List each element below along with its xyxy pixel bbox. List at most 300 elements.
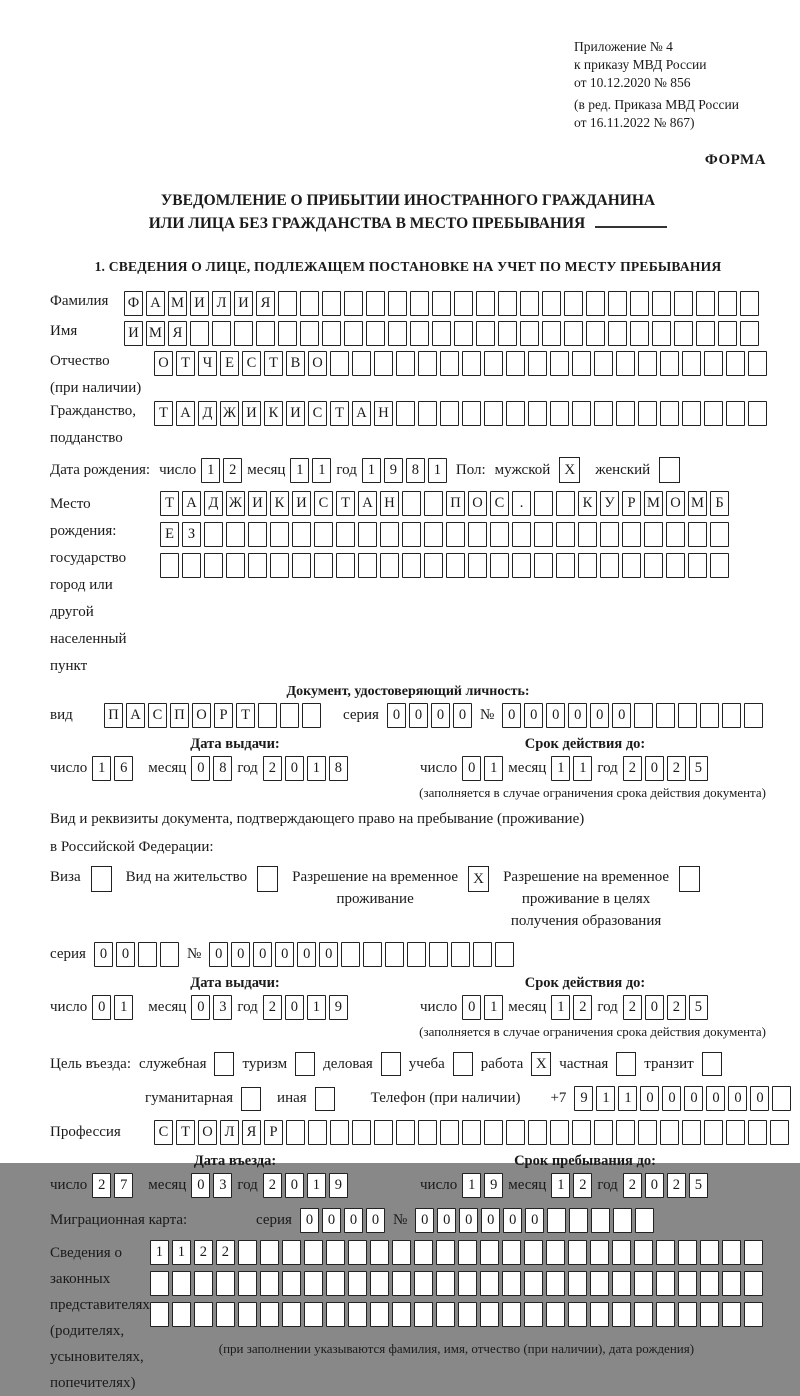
- char-box[interactable]: 1: [201, 458, 220, 483]
- char-box[interactable]: [726, 351, 745, 376]
- char-box[interactable]: [578, 553, 597, 578]
- doc-issue-day-boxes[interactable]: [92, 756, 133, 781]
- char-box[interactable]: [258, 703, 277, 728]
- char-box[interactable]: 1: [114, 995, 133, 1020]
- char-box[interactable]: [336, 553, 355, 578]
- char-box[interactable]: [440, 1120, 459, 1145]
- char-box[interactable]: [344, 321, 363, 346]
- char-box[interactable]: [744, 1240, 763, 1265]
- char-box[interactable]: 0: [319, 942, 338, 967]
- char-box[interactable]: [678, 1271, 697, 1296]
- char-box[interactable]: 2: [667, 756, 686, 781]
- char-box[interactable]: [546, 1271, 565, 1296]
- char-box[interactable]: [600, 553, 619, 578]
- char-box[interactable]: 1: [150, 1240, 169, 1265]
- sex-male-checkbox[interactable]: X: [559, 457, 580, 483]
- profession-boxes[interactable]: [154, 1120, 789, 1145]
- char-box[interactable]: [634, 1271, 653, 1296]
- char-box[interactable]: [341, 942, 360, 967]
- char-box[interactable]: [326, 1302, 345, 1327]
- char-box[interactable]: Д: [198, 401, 217, 426]
- birthplace-boxes-row1[interactable]: [160, 491, 729, 516]
- stay-day-boxes[interactable]: [462, 1173, 503, 1198]
- char-box[interactable]: Е: [220, 351, 239, 376]
- char-box[interactable]: М: [644, 491, 663, 516]
- char-box[interactable]: [418, 401, 437, 426]
- char-box[interactable]: 0: [462, 756, 481, 781]
- char-box[interactable]: [678, 1302, 697, 1327]
- birthplace-boxes-row3[interactable]: [160, 553, 729, 578]
- char-box[interactable]: [600, 522, 619, 547]
- char-box[interactable]: [498, 291, 517, 316]
- char-box[interactable]: [260, 1240, 279, 1265]
- char-box[interactable]: [414, 1302, 433, 1327]
- char-box[interactable]: О: [154, 351, 173, 376]
- char-box[interactable]: [436, 1302, 455, 1327]
- char-box[interactable]: 1: [551, 1173, 570, 1198]
- char-box[interactable]: Я: [168, 321, 187, 346]
- char-box[interactable]: 0: [684, 1086, 703, 1111]
- char-box[interactable]: [704, 401, 723, 426]
- char-box[interactable]: [528, 1120, 547, 1145]
- char-box[interactable]: 2: [667, 995, 686, 1020]
- char-box[interactable]: 0: [300, 1208, 319, 1233]
- char-box[interactable]: [292, 553, 311, 578]
- char-box[interactable]: У: [600, 491, 619, 516]
- char-box[interactable]: [616, 351, 635, 376]
- char-box[interactable]: [392, 1271, 411, 1296]
- birth-month-boxes[interactable]: [290, 458, 331, 483]
- char-box[interactable]: [388, 321, 407, 346]
- char-box[interactable]: И: [124, 321, 143, 346]
- char-box[interactable]: [484, 351, 503, 376]
- char-box[interactable]: [370, 1302, 389, 1327]
- char-box[interactable]: [542, 321, 561, 346]
- char-box[interactable]: .: [512, 491, 531, 516]
- char-box[interactable]: А: [182, 491, 201, 516]
- purpose-tourism-checkbox[interactable]: [295, 1052, 315, 1076]
- char-box[interactable]: [534, 553, 553, 578]
- char-box[interactable]: [424, 491, 443, 516]
- char-box[interactable]: Ж: [220, 401, 239, 426]
- char-box[interactable]: 1: [596, 1086, 615, 1111]
- char-box[interactable]: [652, 291, 671, 316]
- char-box[interactable]: 0: [640, 1086, 659, 1111]
- char-box[interactable]: [613, 1208, 632, 1233]
- char-box[interactable]: [454, 291, 473, 316]
- char-box[interactable]: 9: [574, 1086, 593, 1111]
- char-box[interactable]: [490, 522, 509, 547]
- char-box[interactable]: [396, 351, 415, 376]
- char-box[interactable]: 2: [92, 1173, 111, 1198]
- char-box[interactable]: [700, 703, 719, 728]
- residence-number-boxes[interactable]: [209, 942, 514, 967]
- char-box[interactable]: [352, 351, 371, 376]
- char-box[interactable]: [682, 1120, 701, 1145]
- char-box[interactable]: [462, 401, 481, 426]
- char-box[interactable]: 0: [191, 756, 210, 781]
- char-box[interactable]: [696, 321, 715, 346]
- doc-valid-day-boxes[interactable]: [462, 756, 503, 781]
- char-box[interactable]: 5: [689, 995, 708, 1020]
- char-box[interactable]: [564, 291, 583, 316]
- char-box[interactable]: 1: [312, 458, 331, 483]
- char-box[interactable]: [608, 291, 627, 316]
- char-box[interactable]: А: [352, 401, 371, 426]
- char-box[interactable]: [468, 553, 487, 578]
- citizenship-boxes[interactable]: [154, 401, 767, 426]
- char-box[interactable]: [473, 942, 492, 967]
- char-box[interactable]: Т: [264, 351, 283, 376]
- char-box[interactable]: 0: [231, 942, 250, 967]
- char-box[interactable]: [302, 703, 321, 728]
- char-box[interactable]: О: [308, 351, 327, 376]
- char-box[interactable]: [656, 1302, 675, 1327]
- char-box[interactable]: [392, 1240, 411, 1265]
- char-box[interactable]: 0: [387, 703, 406, 728]
- char-box[interactable]: [330, 1120, 349, 1145]
- char-box[interactable]: [564, 321, 583, 346]
- migration-number-boxes[interactable]: [415, 1208, 654, 1233]
- char-box[interactable]: [150, 1302, 169, 1327]
- char-box[interactable]: [374, 351, 393, 376]
- char-box[interactable]: [656, 703, 675, 728]
- char-box[interactable]: [363, 942, 382, 967]
- phone-boxes[interactable]: [574, 1086, 791, 1111]
- char-box[interactable]: 1: [428, 458, 447, 483]
- char-box[interactable]: [410, 291, 429, 316]
- char-box[interactable]: [612, 1271, 631, 1296]
- residence-issue-month-boxes[interactable]: [191, 995, 232, 1020]
- char-box[interactable]: [490, 553, 509, 578]
- char-box[interactable]: [512, 522, 531, 547]
- char-box[interactable]: [556, 553, 575, 578]
- char-box[interactable]: [458, 1240, 477, 1265]
- char-box[interactable]: 9: [329, 1173, 348, 1198]
- char-box[interactable]: А: [176, 401, 195, 426]
- entry-year-boxes[interactable]: [263, 1173, 348, 1198]
- char-box[interactable]: [612, 1302, 631, 1327]
- representatives-boxes-row3[interactable]: [150, 1302, 763, 1327]
- char-box[interactable]: [700, 1240, 719, 1265]
- char-box[interactable]: [656, 1240, 675, 1265]
- char-box[interactable]: 1: [462, 1173, 481, 1198]
- stay-year-boxes[interactable]: [623, 1173, 708, 1198]
- char-box[interactable]: [476, 291, 495, 316]
- char-box[interactable]: [748, 1120, 767, 1145]
- char-box[interactable]: [248, 522, 267, 547]
- char-box[interactable]: [216, 1302, 235, 1327]
- char-box[interactable]: [352, 1120, 371, 1145]
- char-box[interactable]: [407, 942, 426, 967]
- char-box[interactable]: 0: [546, 703, 565, 728]
- char-box[interactable]: [432, 321, 451, 346]
- char-box[interactable]: Н: [374, 401, 393, 426]
- char-box[interactable]: [590, 1240, 609, 1265]
- char-box[interactable]: [314, 522, 333, 547]
- char-box[interactable]: [520, 321, 539, 346]
- char-box[interactable]: [748, 351, 767, 376]
- char-box[interactable]: [344, 291, 363, 316]
- char-box[interactable]: 0: [344, 1208, 363, 1233]
- char-box[interactable]: 0: [645, 995, 664, 1020]
- char-box[interactable]: [462, 351, 481, 376]
- char-box[interactable]: 0: [275, 942, 294, 967]
- char-box[interactable]: Р: [622, 491, 641, 516]
- char-box[interactable]: [282, 1271, 301, 1296]
- char-box[interactable]: [520, 291, 539, 316]
- char-box[interactable]: О: [666, 491, 685, 516]
- char-box[interactable]: [622, 553, 641, 578]
- char-box[interactable]: [172, 1302, 191, 1327]
- char-box[interactable]: [270, 522, 289, 547]
- char-box[interactable]: М: [168, 291, 187, 316]
- char-box[interactable]: Е: [160, 522, 179, 547]
- char-box[interactable]: 0: [662, 1086, 681, 1111]
- char-box[interactable]: [308, 1120, 327, 1145]
- char-box[interactable]: 2: [216, 1240, 235, 1265]
- doc-series-boxes[interactable]: [387, 703, 472, 728]
- char-box[interactable]: Т: [154, 401, 173, 426]
- char-box[interactable]: 1: [307, 1173, 326, 1198]
- char-box[interactable]: [402, 522, 421, 547]
- char-box[interactable]: О: [198, 1120, 217, 1145]
- doc-valid-year-boxes[interactable]: [623, 756, 708, 781]
- char-box[interactable]: [480, 1240, 499, 1265]
- char-box[interactable]: [748, 401, 767, 426]
- char-box[interactable]: Т: [160, 491, 179, 516]
- char-box[interactable]: [506, 351, 525, 376]
- char-box[interactable]: [304, 1240, 323, 1265]
- char-box[interactable]: [282, 1302, 301, 1327]
- char-box[interactable]: [402, 553, 421, 578]
- char-box[interactable]: 0: [209, 942, 228, 967]
- char-box[interactable]: Н: [380, 491, 399, 516]
- char-box[interactable]: [194, 1302, 213, 1327]
- char-box[interactable]: [550, 351, 569, 376]
- doc-number-boxes[interactable]: [502, 703, 763, 728]
- char-box[interactable]: [524, 1302, 543, 1327]
- char-box[interactable]: [586, 291, 605, 316]
- purpose-private-checkbox[interactable]: [616, 1052, 636, 1076]
- char-box[interactable]: [546, 1240, 565, 1265]
- char-box[interactable]: [678, 1240, 697, 1265]
- char-box[interactable]: И: [242, 401, 261, 426]
- char-box[interactable]: [630, 321, 649, 346]
- char-box[interactable]: [278, 291, 297, 316]
- char-box[interactable]: [495, 942, 514, 967]
- temp-residence-checkbox[interactable]: X: [468, 866, 489, 892]
- char-box[interactable]: 0: [525, 1208, 544, 1233]
- char-box[interactable]: И: [234, 291, 253, 316]
- char-box[interactable]: [282, 1240, 301, 1265]
- char-box[interactable]: [502, 1302, 521, 1327]
- surname-boxes[interactable]: [124, 291, 759, 316]
- char-box[interactable]: [348, 1302, 367, 1327]
- residence-permit-checkbox[interactable]: [257, 866, 278, 892]
- char-box[interactable]: [682, 401, 701, 426]
- char-box[interactable]: [718, 321, 737, 346]
- char-box[interactable]: [462, 1120, 481, 1145]
- char-box[interactable]: 2: [573, 995, 592, 1020]
- char-box[interactable]: [366, 291, 385, 316]
- char-box[interactable]: [402, 491, 421, 516]
- char-box[interactable]: 0: [94, 942, 113, 967]
- char-box[interactable]: [326, 1240, 345, 1265]
- char-box[interactable]: [370, 1271, 389, 1296]
- char-box[interactable]: [704, 1120, 723, 1145]
- char-box[interactable]: [612, 1240, 631, 1265]
- char-box[interactable]: 9: [329, 995, 348, 1020]
- char-box[interactable]: 0: [590, 703, 609, 728]
- char-box[interactable]: [418, 351, 437, 376]
- char-box[interactable]: [458, 1302, 477, 1327]
- char-box[interactable]: [740, 321, 759, 346]
- char-box[interactable]: [392, 1302, 411, 1327]
- char-box[interactable]: 8: [329, 756, 348, 781]
- char-box[interactable]: 0: [116, 942, 135, 967]
- char-box[interactable]: [436, 1271, 455, 1296]
- char-box[interactable]: [556, 491, 575, 516]
- char-box[interactable]: Л: [220, 1120, 239, 1145]
- char-box[interactable]: [204, 553, 223, 578]
- char-box[interactable]: [396, 1120, 415, 1145]
- char-box[interactable]: [512, 553, 531, 578]
- char-box[interactable]: [292, 522, 311, 547]
- char-box[interactable]: Я: [256, 291, 275, 316]
- char-box[interactable]: 8: [406, 458, 425, 483]
- char-box[interactable]: 2: [223, 458, 242, 483]
- char-box[interactable]: [366, 321, 385, 346]
- char-box[interactable]: [524, 1271, 543, 1296]
- char-box[interactable]: [160, 942, 179, 967]
- char-box[interactable]: 3: [213, 1173, 232, 1198]
- char-box[interactable]: 1: [307, 756, 326, 781]
- char-box[interactable]: [594, 401, 613, 426]
- char-box[interactable]: [542, 291, 561, 316]
- char-box[interactable]: [440, 351, 459, 376]
- char-box[interactable]: Д: [204, 491, 223, 516]
- char-box[interactable]: [138, 942, 157, 967]
- char-box[interactable]: [160, 553, 179, 578]
- char-box[interactable]: [722, 1271, 741, 1296]
- doc-issue-year-boxes[interactable]: [263, 756, 348, 781]
- char-box[interactable]: [710, 522, 729, 547]
- char-box[interactable]: Т: [176, 351, 195, 376]
- char-box[interactable]: [212, 321, 231, 346]
- char-box[interactable]: [204, 522, 223, 547]
- char-box[interactable]: 0: [612, 703, 631, 728]
- char-box[interactable]: [314, 553, 333, 578]
- char-box[interactable]: К: [270, 491, 289, 516]
- char-box[interactable]: [700, 1271, 719, 1296]
- char-box[interactable]: [696, 291, 715, 316]
- char-box[interactable]: И: [286, 401, 305, 426]
- char-box[interactable]: [322, 321, 341, 346]
- char-box[interactable]: 0: [415, 1208, 434, 1233]
- char-box[interactable]: [740, 291, 759, 316]
- char-box[interactable]: [568, 1271, 587, 1296]
- char-box[interactable]: О: [468, 491, 487, 516]
- char-box[interactable]: [718, 291, 737, 316]
- char-box[interactable]: 5: [689, 756, 708, 781]
- char-box[interactable]: 0: [462, 995, 481, 1020]
- char-box[interactable]: [194, 1271, 213, 1296]
- char-box[interactable]: [348, 1240, 367, 1265]
- char-box[interactable]: [534, 491, 553, 516]
- char-box[interactable]: [226, 553, 245, 578]
- char-box[interactable]: 1: [484, 756, 503, 781]
- char-box[interactable]: [591, 1208, 610, 1233]
- char-box[interactable]: [644, 522, 663, 547]
- char-box[interactable]: С: [314, 491, 333, 516]
- char-box[interactable]: К: [578, 491, 597, 516]
- char-box[interactable]: 0: [750, 1086, 769, 1111]
- residence-valid-year-boxes[interactable]: [623, 995, 708, 1020]
- char-box[interactable]: 0: [297, 942, 316, 967]
- char-box[interactable]: [608, 321, 627, 346]
- char-box[interactable]: [674, 291, 693, 316]
- char-box[interactable]: 0: [191, 1173, 210, 1198]
- char-box[interactable]: [635, 1208, 654, 1233]
- char-box[interactable]: 0: [503, 1208, 522, 1233]
- char-box[interactable]: 0: [459, 1208, 478, 1233]
- char-box[interactable]: [238, 1271, 257, 1296]
- birth-year-boxes[interactable]: [362, 458, 447, 483]
- char-box[interactable]: [358, 522, 377, 547]
- purpose-transit-checkbox[interactable]: [702, 1052, 722, 1076]
- char-box[interactable]: С: [308, 401, 327, 426]
- char-box[interactable]: [546, 1302, 565, 1327]
- char-box[interactable]: [322, 291, 341, 316]
- char-box[interactable]: [429, 942, 448, 967]
- purpose-official-checkbox[interactable]: [214, 1052, 234, 1076]
- char-box[interactable]: [280, 703, 299, 728]
- char-box[interactable]: Ч: [198, 351, 217, 376]
- char-box[interactable]: 1: [92, 756, 111, 781]
- char-box[interactable]: [572, 1120, 591, 1145]
- char-box[interactable]: [396, 401, 415, 426]
- char-box[interactable]: С: [242, 351, 261, 376]
- migration-series-boxes[interactable]: [300, 1208, 385, 1233]
- purpose-work-checkbox[interactable]: X: [531, 1052, 551, 1076]
- char-box[interactable]: [622, 522, 641, 547]
- char-box[interactable]: [286, 1120, 305, 1145]
- char-box[interactable]: [506, 1120, 525, 1145]
- char-box[interactable]: [270, 553, 289, 578]
- doc-issue-month-boxes[interactable]: [191, 756, 232, 781]
- char-box[interactable]: [172, 1271, 191, 1296]
- char-box[interactable]: 5: [689, 1173, 708, 1198]
- char-box[interactable]: С: [154, 1120, 173, 1145]
- char-box[interactable]: 0: [706, 1086, 725, 1111]
- char-box[interactable]: [226, 522, 245, 547]
- char-box[interactable]: 2: [263, 995, 282, 1020]
- char-box[interactable]: 1: [172, 1240, 191, 1265]
- char-box[interactable]: [260, 1271, 279, 1296]
- char-box[interactable]: [150, 1271, 169, 1296]
- char-box[interactable]: [451, 942, 470, 967]
- purpose-business-checkbox[interactable]: [381, 1052, 401, 1076]
- char-box[interactable]: А: [126, 703, 145, 728]
- stay-month-boxes[interactable]: [551, 1173, 592, 1198]
- residence-series-boxes[interactable]: [94, 942, 179, 967]
- char-box[interactable]: [330, 351, 349, 376]
- char-box[interactable]: [656, 1271, 675, 1296]
- char-box[interactable]: 0: [322, 1208, 341, 1233]
- char-box[interactable]: 0: [285, 756, 304, 781]
- entry-month-boxes[interactable]: [191, 1173, 232, 1198]
